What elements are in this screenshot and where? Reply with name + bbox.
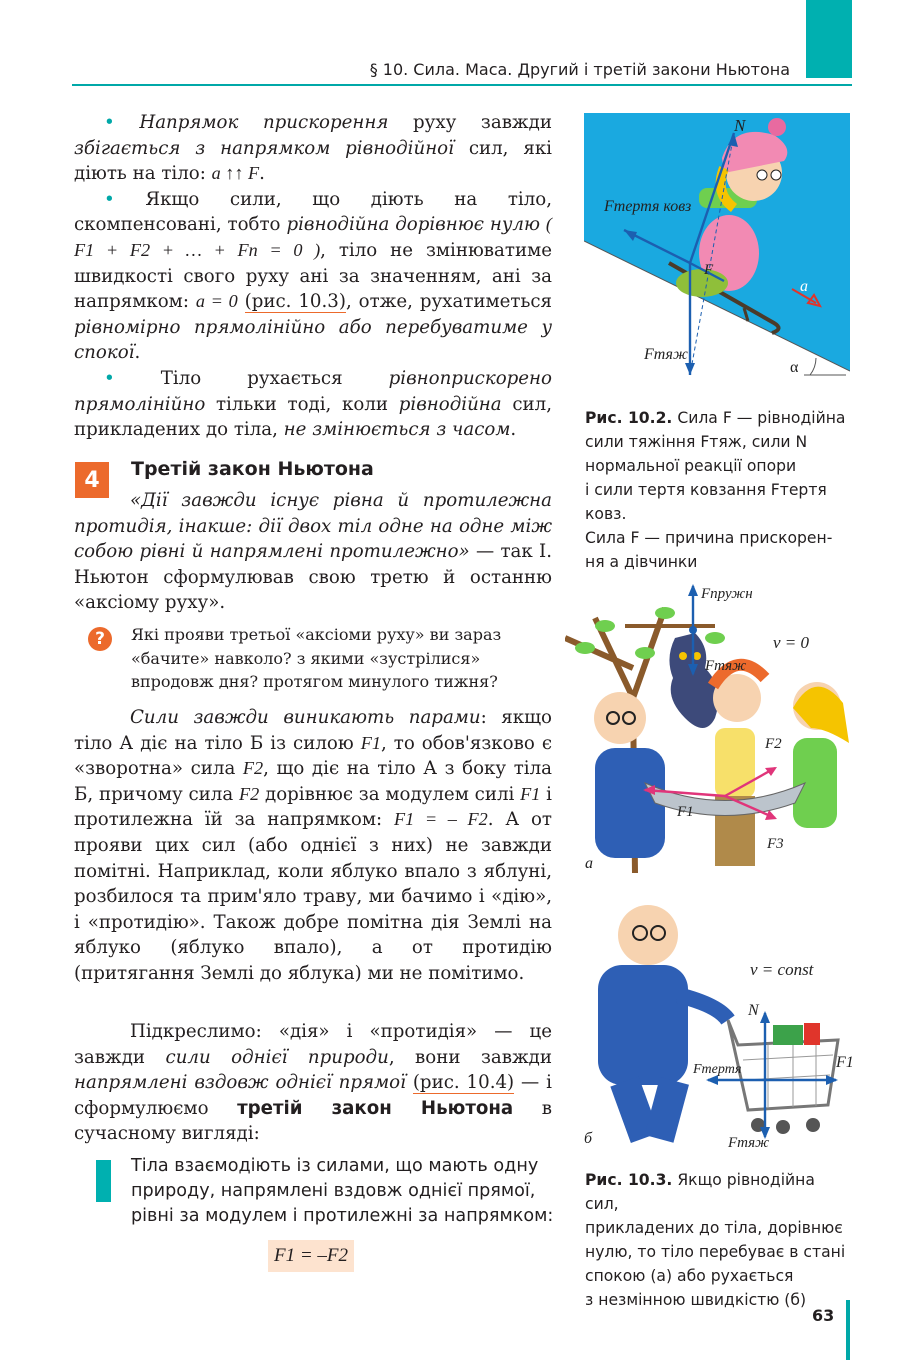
label-F-gravity: Fтяж (644, 346, 688, 363)
man-head-b (618, 905, 678, 965)
page-number: 63 (812, 1306, 835, 1325)
paragraph-acceleration-direction: • Напрямок прискорення руху завжди збігається з напрямком рівнодійної сил, які діють на тіло: a ↑↑ F. (74, 112, 552, 185)
header-tab-decoration (806, 0, 852, 78)
label-F: F (704, 262, 714, 278)
label-v-zero: v = 0 (773, 633, 810, 652)
boy-shirt (715, 728, 755, 798)
bullet-paragraphs (74, 110, 552, 443)
label-a: a (800, 278, 808, 295)
paragraph-compensated-forces: • Якщо сили, що діють на тіло, скомпенсовані, тобто рівнодійна дорівнює нулю ( F1 + F2 + … + Fn = 0 ), тіло не змінюватиме швидкості свого руху ані за значенням, ані за напрямком: a = 0 (рис. 10.3), отже, рухатиметься рівномірно прямолінійно або перебуватиме у спокої. (74, 188, 553, 364)
law-accent-bar (96, 1160, 111, 1202)
third-law-statement: Тіла взаємодіють із силами, що мають одну природу, напрямлені вздовж однієї прямої, рівні за модулем і протилежні за напрямком: (131, 1156, 554, 1226)
paragraph-uniform-acceleration: • Тіло рухається рівноприскорено прямолінійно тільки тоді, коли рівнодійна сил, прикладених до тіла, не змінюється з часом. (74, 367, 552, 441)
section-number-badge: 4 (75, 462, 109, 498)
question-text: Які прояви третьої «аксіоми руху» ви зараз «бачите» навколо? з якими «зустрілися» впродовж дня? протягом минулого тижня? (131, 625, 502, 691)
label-F1: F1 (677, 804, 694, 820)
label-v-const: v = const (750, 960, 814, 979)
label-F3: F3 (767, 836, 784, 852)
third-law-formula: F1 = –F2 (268, 1240, 354, 1272)
label-alpha: α (790, 359, 799, 376)
figure-10-3-b-shopping-cart (578, 895, 856, 1160)
emphasis-paragraph: Підкреслимо: «дія» і «протидія» — це завжди сили однієї природи, вони завжди напрямлені вздовж однієї прямої (рис. 10.4) — і сформулюємо третій закон Ньютона в сучасному вигляді: (74, 1021, 552, 1145)
forces-in-pairs-paragraph: Сили завжди виникають парами: якщо тіло А діє на тіло Б із силою F1, то обов'язково є «зворотна» сила F2, що діє на тіло А з боку тіла Б, причому сила F2 дорівнює за модулем силі F1 і протилежна їй за напрямком: F1 = – F2. А от прояви цих сил (або однієї з них) не завжди помітні. Наприклад, коли яблуко впало з яблуні, розбилося та прим'яло траву, ми бачимо і «дію», і «протидію». Також добре помітна дія Землі на яблуко (яблуко впало), а от протидію (притягання Землі до яблука) ми не помітимо. (74, 707, 553, 984)
caption-fig-10-3: Рис. 10.3. Якщо рівнодійна сил, прикладених до тіла, дорівнює нулю, то тіло перебуває в стані спокою (а) або рухається з незмінною швидкістю (б) (585, 1171, 846, 1309)
label-F-spring: Fпружн (701, 586, 753, 602)
label-subfig-a: а (585, 855, 593, 872)
link-fig-10-4[interactable]: (рис. 10.4) (412, 1072, 515, 1094)
caption-fig-10-2: Рис. 10.2. Сила F — рівнодійна сили тяжіння Fтяж, сили N нормальної реакції опори і сили тертя ковзання Fтертя ковз. Сила F — причина прискорен- ня a дівчинки (585, 409, 846, 571)
figure-10-2-sled (584, 113, 850, 377)
label-F2: F2 (765, 736, 782, 752)
girl-legs (676, 269, 728, 297)
cart-goods (773, 1025, 803, 1045)
label-F1-b: F1 (836, 1054, 854, 1071)
newton-quote: «Дії завжди існує рівна й протилежна протидія, інакше: дії двох тіл одне на одне між собою рівні й напрямлені протилежно» — так І. Ньютон сформулював свою третю й останню «аксіому руху». (74, 490, 552, 614)
label-N-b: N (748, 1002, 759, 1019)
header-rule (72, 84, 852, 86)
girl-dress (793, 738, 837, 828)
question-icon: ? (88, 627, 112, 651)
page-number-bar (846, 1300, 850, 1360)
running-header: § 10. Сила. Маса. Другий і третій закони Ньютона (369, 60, 790, 79)
link-fig-10-3[interactable]: (рис. 10.3) (244, 291, 346, 313)
label-F-friction-b: Fтертя (693, 1062, 742, 1077)
label-F-gravity-b: Fтяж (728, 1135, 770, 1151)
formula-a-zero: a = 0 (195, 291, 238, 312)
figure-10-3-a-cat-in-blanket (565, 578, 855, 878)
man-suit-b (598, 965, 688, 1085)
label-subfig-b: б (584, 1130, 593, 1147)
formula-sum-zero: ( F1 + F2 + … + Fn = 0 ) (74, 214, 552, 260)
label-F-friction: Fтертя ковз (604, 198, 692, 215)
label-F-gravity-cat: Fтяж (705, 658, 747, 674)
formula-a-parallel-f: a ↑↑ F (211, 163, 260, 184)
label-N: N (734, 116, 746, 135)
section-title: Третій закон Ньютона (131, 458, 374, 480)
